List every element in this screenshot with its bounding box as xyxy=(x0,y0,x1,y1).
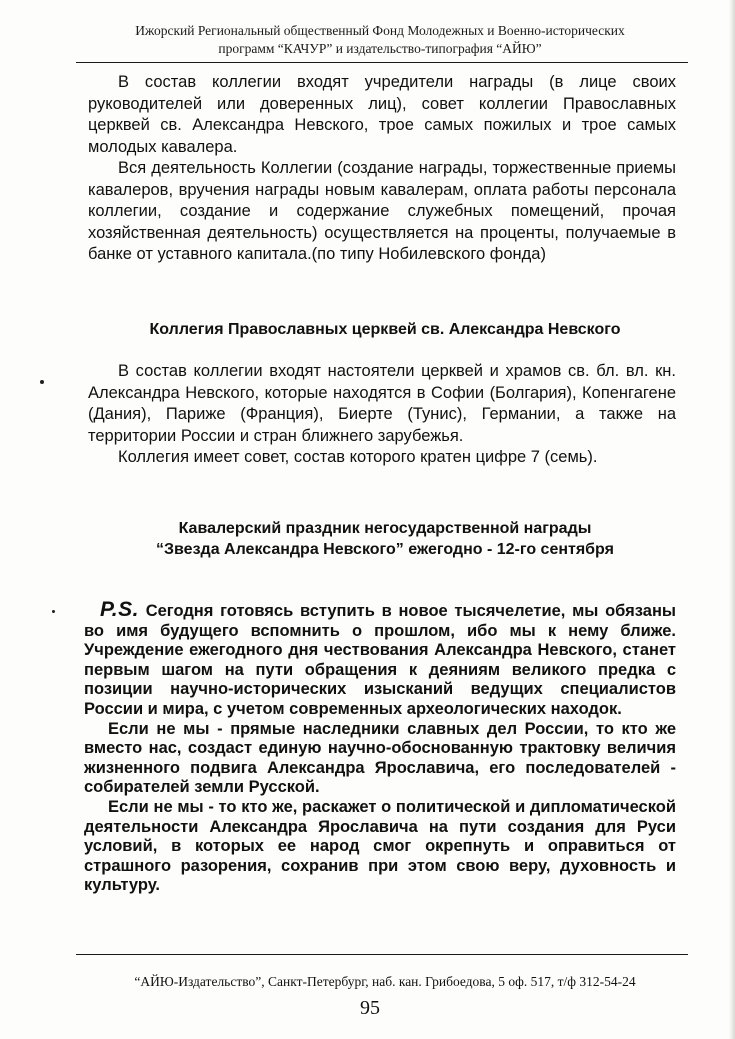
page-edge-shadow xyxy=(729,0,735,1039)
postscript-section xyxy=(84,600,676,896)
paragraph: Вся деятельность Коллегии (создание награды, торжественные приемы кавалеров, вручения награды новым кавалерам, оплата работы персонала коллегии, создание и содержание служебных помещений, прочая хозяйственная деятельность) осуществляется на проценты, получаемые в банке от уставного капитала.(по типу Нобилевского фонда) xyxy=(88,159,676,263)
section-heading-churches: Коллегия Православных церквей св. Александра Невского xyxy=(149,321,621,338)
header-line-2: программ “КАЧУР” и издательство-типография “АЙЮ” xyxy=(218,41,542,56)
paragraph: Если не мы - прямые наследники славных дел России, то кто же вместо нас, создаст единую научно-обоснованную трактовку величия жизненного подвига Александра Ярославича, его последователей - собирателей земли Русской. xyxy=(84,719,676,797)
paragraph xyxy=(84,600,676,720)
footer-divider xyxy=(76,954,688,955)
paragraph: В состав коллегии входят настоятели церквей и храмов св. бл. вл. кн. Александра Невского, которые находятся в Софии (Болгария), Копенгагене (Дания), Париже (Франция), Биерте (Тунис), Германии, а также на территории России и стран ближнего зарубежья. xyxy=(88,362,676,445)
header-line-1: Ижорский Региональный общественный Фонд Молодежных и Военно-исторических xyxy=(135,23,625,38)
paragraph: В состав коллегии входят учредители награды (в лице своих руководителей или доверенных лиц), совет коллегии Православных церквей св. Александра Невского, трое самых пожилых и трое самых молодых кавалера. xyxy=(88,73,676,156)
section-heading-holiday xyxy=(60,518,710,560)
page-number: 95 xyxy=(360,997,380,1019)
scan-speck xyxy=(40,380,44,384)
paragraph: Если не мы - то кто же, раскажет о политической и дипломатической деятельности Александра Ярославича на пути создания для Руси условий, в которых ее народ смог окрепнуть и оправиться от страшного разорения, сохранив при этом свою веру, духовность и культуру. xyxy=(84,797,676,895)
churches-section xyxy=(88,361,676,469)
heading-line-2: “Звезда Александра Невского” ежегодно - 12-го сентября xyxy=(156,541,614,558)
paragraph: Коллегия имеет совет, состав которого кратен цифре 7 (семь). xyxy=(118,448,598,466)
ps-mark: P.S. xyxy=(100,598,139,621)
running-header xyxy=(60,22,700,58)
publisher-footer: “АЙЮ-Издательство”, Санкт-Петербург, наб. кан. Грибоедова, 5 оф. 517, т/ф 312-54-24 xyxy=(134,974,636,989)
scan-speck xyxy=(52,610,55,613)
council-composition-section xyxy=(88,72,676,266)
heading-line-1: Кавалерский праздник негосударственной награды xyxy=(178,520,592,537)
header-divider xyxy=(76,62,688,63)
ps-paragraph-1: Сегодня готовясь вступить в новое тысячелетие, мы обязаны во имя будущего вспомнить о прошлом, ибо мы к нему ближе. Учреждение ежегодного дня чествования Александра Невского, станет первым шагом на пути обращения к деяниям великого предка с позиции научно-исторических изысканий ведущих специалистов России и мира, с учетом современных археологических находок. xyxy=(84,602,676,718)
